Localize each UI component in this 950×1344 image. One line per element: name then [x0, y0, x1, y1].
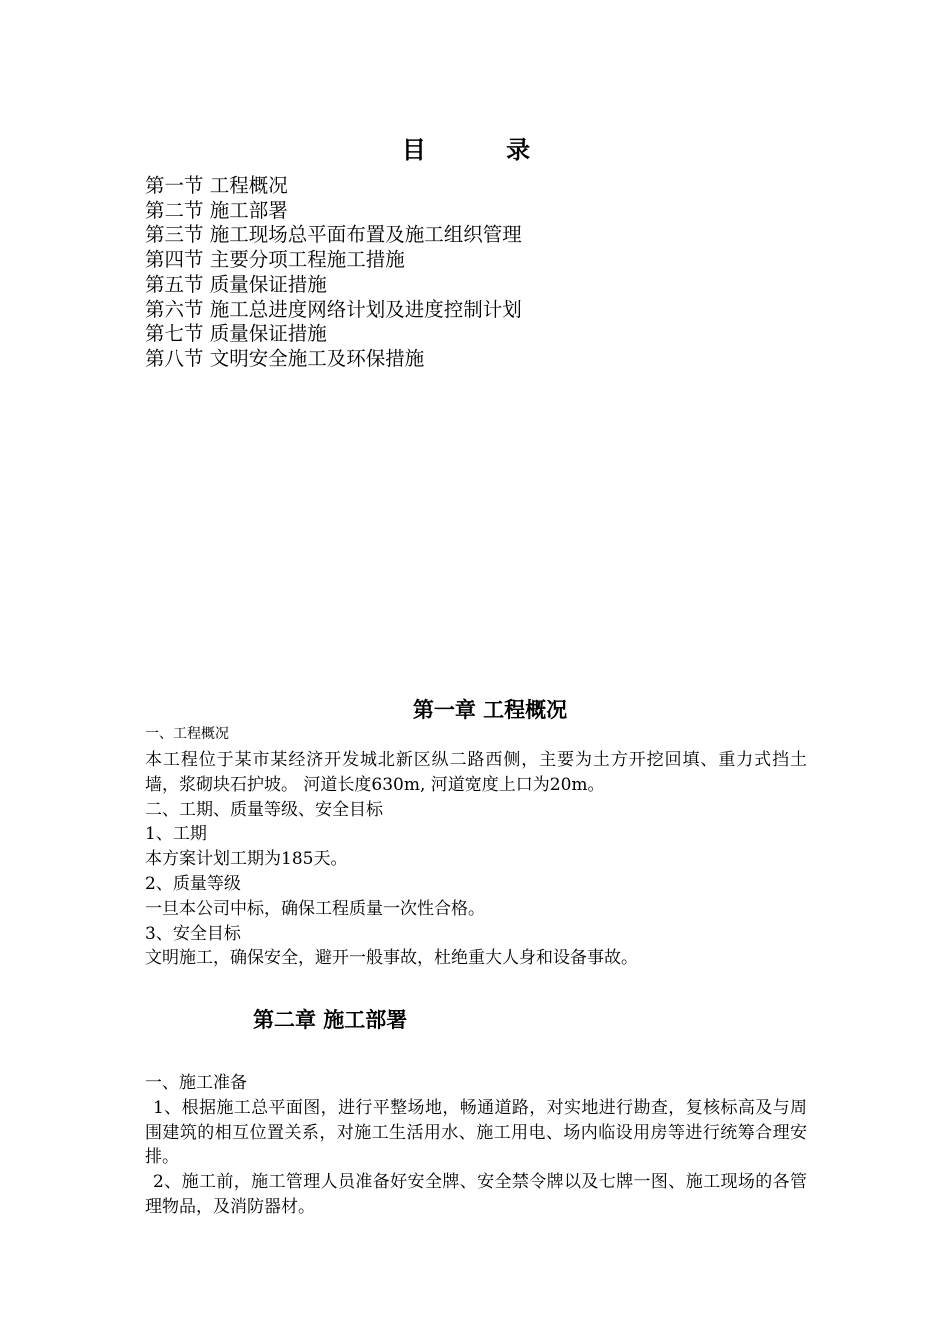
quality-text: 一旦本公司中标，确保工程质量一次性合格。 [145, 898, 485, 919]
preparation-item-1: 1、根据施工总平面图，进行平整场地，畅通道路，对实地进行勘查，复核标高及与周围建筑的相互位置关系，对施工生活用水、施工用电、场内临设用房等进行统筹合理安排。 [145, 1097, 807, 1168]
chapter-2-title: 第二章 施工部署 [253, 1007, 408, 1032]
chapter-1-title: 第一章 工程概况 [412, 697, 568, 722]
toc-item: 第二节 施工部署 [145, 198, 288, 222]
chapter-2-body [145, 1071, 807, 1220]
safety-text: 文明施工，确保安全，避开一般事故，杜绝重大人身和设备事故。 [145, 948, 638, 969]
section-heading: 一、施工准备 [145, 1073, 247, 1093]
subsection-heading: 2、质量等级 [145, 873, 241, 894]
subsection-heading: 3、安全目标 [145, 923, 241, 944]
preparation-item-2: 2、施工前，施工管理人员准备好安全牌、安全禁令牌以及七牌一图、施工现场的各管理物品，及消防器材。 [145, 1172, 807, 1217]
toc-item: 第三节 施工现场总平面布置及施工组织管理 [145, 223, 522, 247]
toc-item: 第八节 文明安全施工及环保措施 [145, 346, 425, 370]
section-heading: 一、工程概况 [145, 726, 229, 742]
chapter-1-body [145, 724, 807, 971]
subsection-heading: 1、工期 [145, 824, 207, 845]
toc-item: 第七节 质量保证措施 [145, 322, 327, 346]
toc-item: 第六节 施工总进度网络计划及进度控制计划 [145, 297, 522, 321]
duration-text: 本方案计划工期为185天。 [145, 849, 348, 870]
toc-item: 第四节 主要分项工程施工措施 [145, 248, 405, 272]
toc-item: 第五节 质量保证措施 [145, 272, 327, 296]
toc-item: 第一节 工程概况 [145, 174, 288, 197]
project-overview-text: 本工程位于某市某经济开发城北新区纵二路西侧，主要为土方开挖回填、重力式挡土墙，浆砌块石护坡。 河道长度630m, 河道宽度上口为20m。 [145, 750, 807, 795]
section-heading: 二、工期、质量等级、安全目标 [145, 799, 383, 820]
toc-list [145, 174, 825, 372]
toc-title: 目 录 [401, 135, 567, 164]
